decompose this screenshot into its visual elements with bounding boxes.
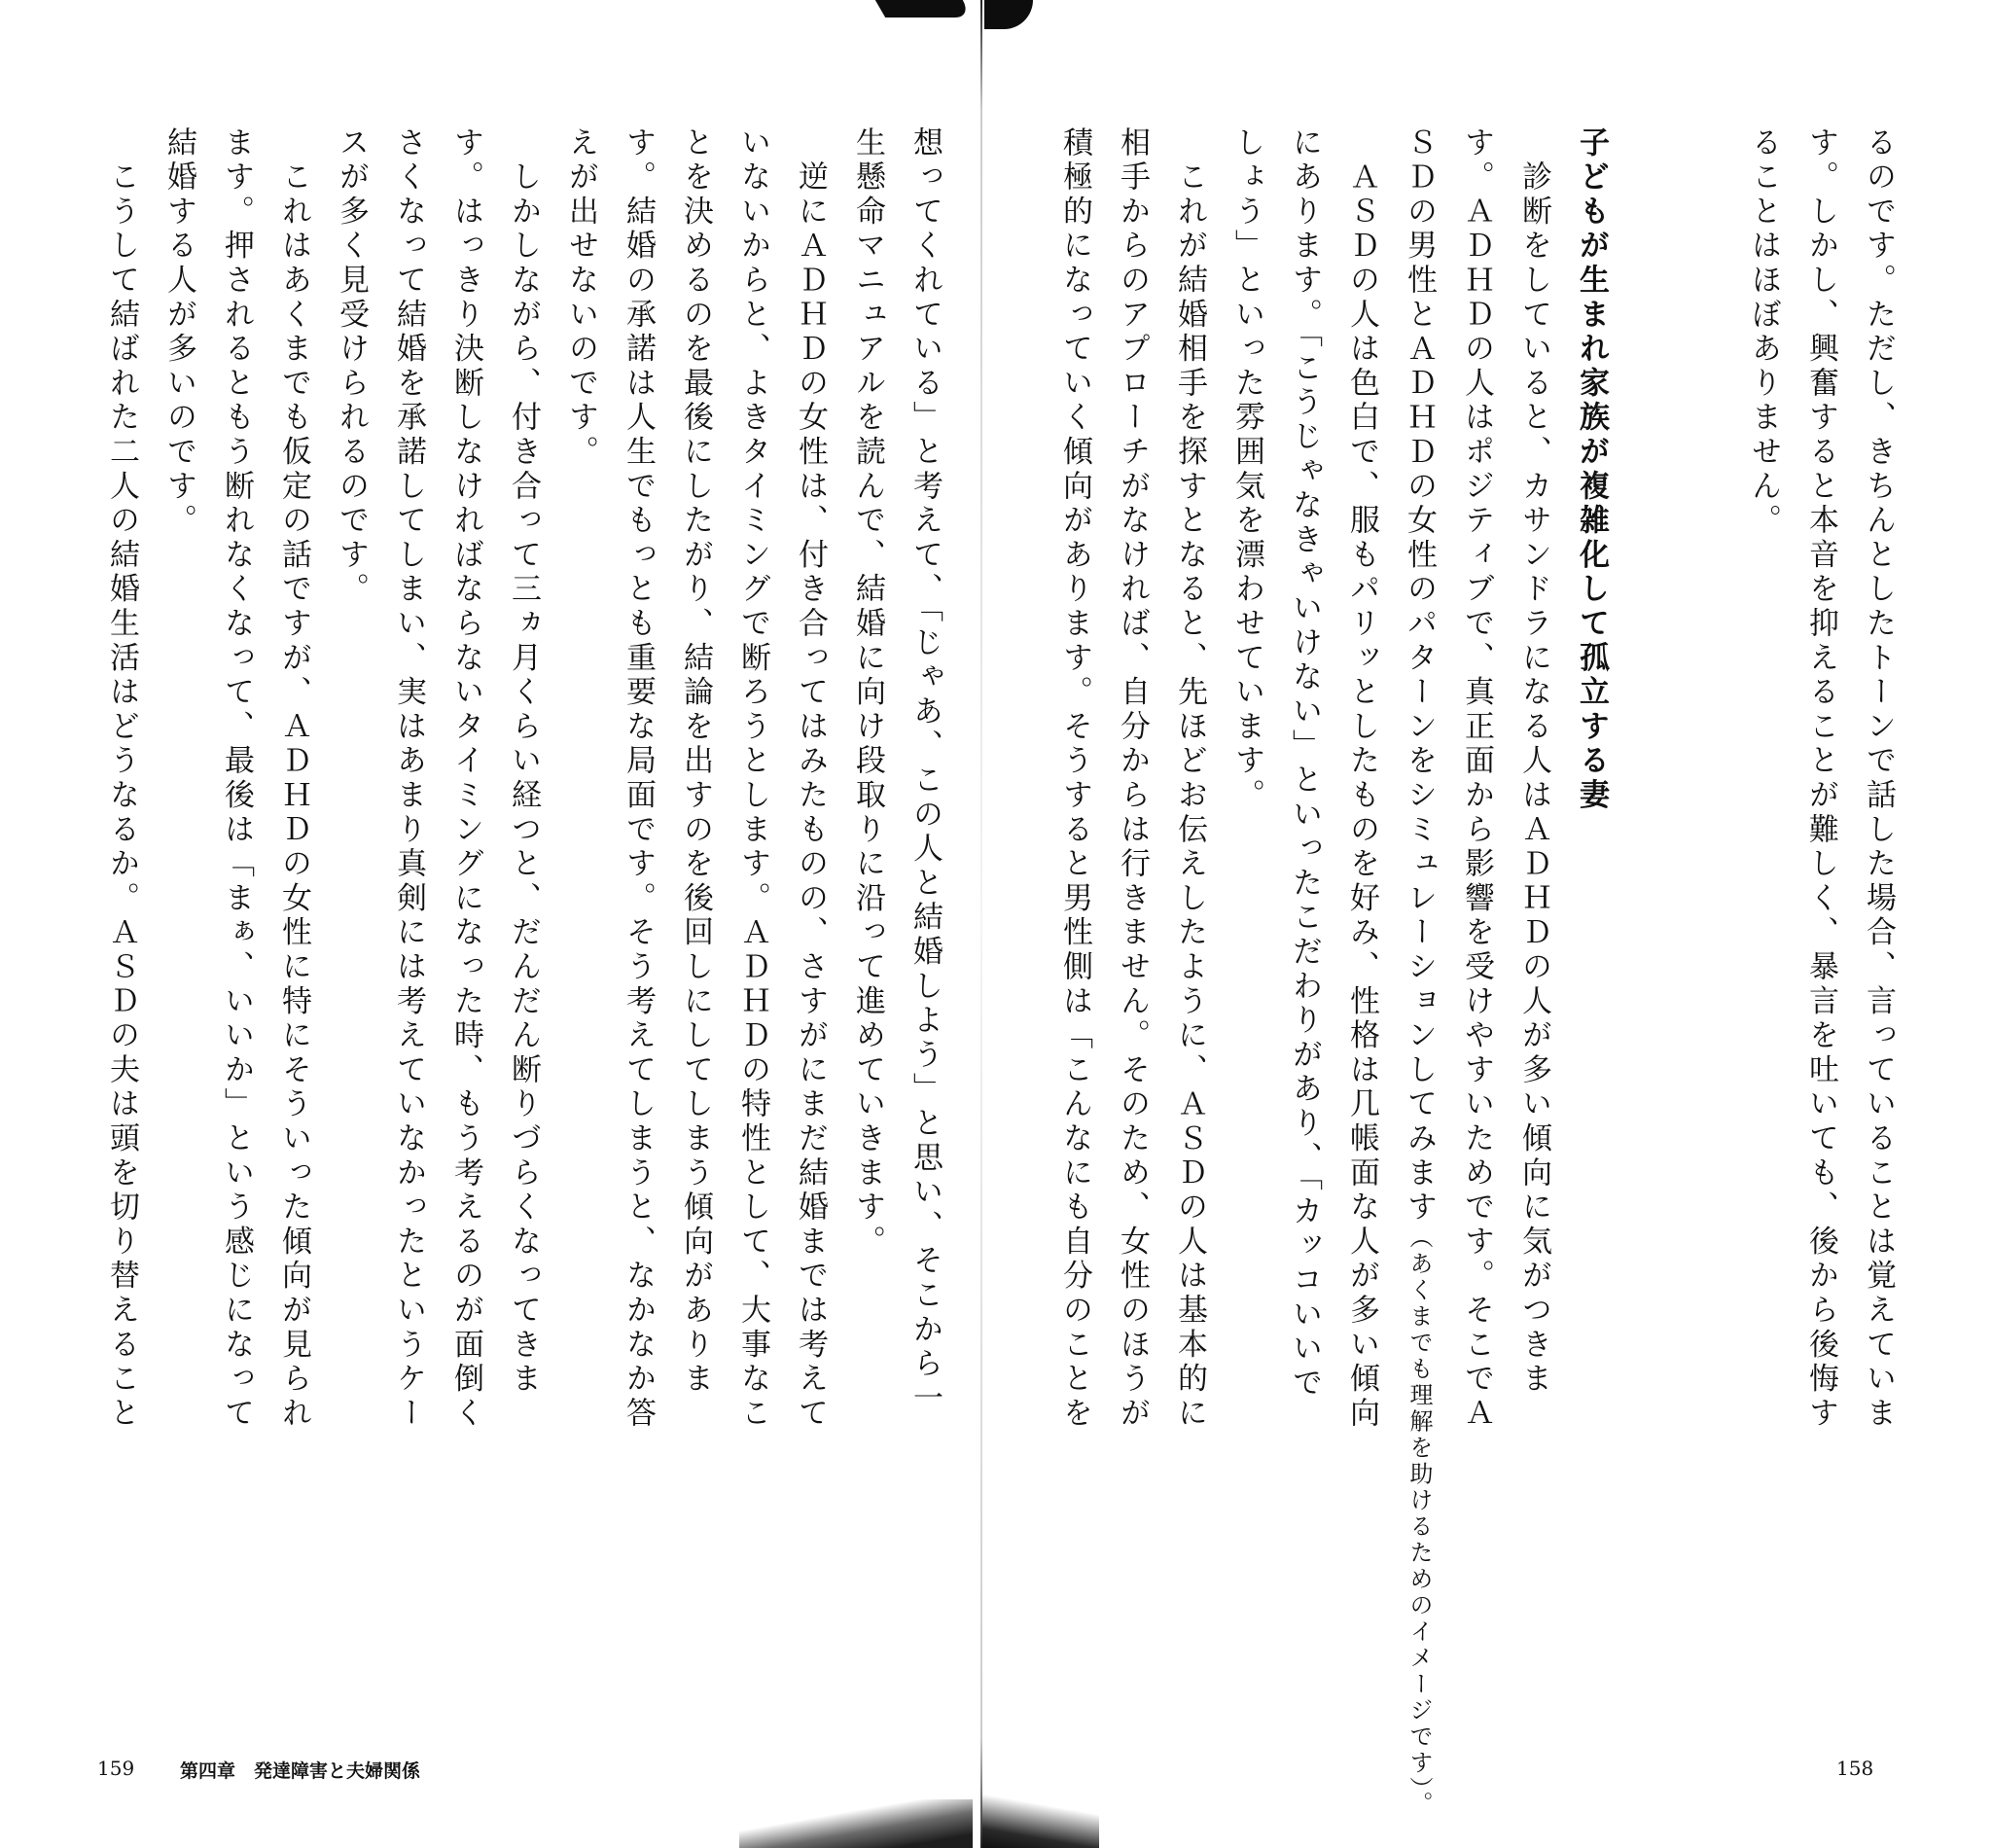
page-number-left: 159 (97, 1757, 135, 1780)
binding-shadow-bottom-right (982, 1770, 1099, 1848)
section-heading: 子どもが生まれ家族が複雑化して孤立する妻 (1574, 126, 1609, 813)
body-line: えが出せないのです。 (563, 126, 598, 470)
body-line: す。結婚の承諾は人生でもっとも重要な局面です。そう考えてしまうと、なかなか答 (621, 126, 656, 1432)
body-line: 生懸命マニュアルを読んで、結婚に向け段取りに沿って進めていきます。 (850, 126, 885, 1260)
binding-shadow-top-left (875, 0, 973, 18)
body-line: こうして結ばれた二人の結婚生活はどうなるか。ＡＳＤの夫は頭を切り替えること (104, 126, 139, 1432)
body-line: とを決めるのを最後にしたがり、結論を出すのを後回しにしてしまう傾向がありま (678, 126, 713, 1398)
body-line: いないからと、よきタイミングで断ろうとします。ＡＤＨＤの特性として、大事なこ (735, 126, 770, 1432)
body-line-note: （あくまでも理解を助けるためのイメージです）。 (1405, 1225, 1433, 1818)
body-line: 相手からのアプローチがなければ、自分からは行きません。そのため、女性のほうが (1115, 126, 1150, 1432)
body-line: しょう」といった雰囲気を漂わせています。 (1229, 126, 1264, 813)
binding-gutter (980, 0, 982, 1848)
body-line: ます。押されるともう断れなくなって、最後は「まぁ、いいか」という感じになって (219, 126, 254, 1432)
body-line: るのです。ただし、きちんとしたトーンで話した場合、言っていることは覚えていま (1861, 126, 1896, 1432)
page-number-right: 158 (1836, 1757, 1874, 1780)
binding-shadow-bottom-left (739, 1799, 973, 1848)
body-line: す。ＡＤＨＤの人はポジティブで、真正面から影響を受けやすいためです。そこでＡ (1459, 126, 1494, 1432)
body-line: ＡＳＤの人は色白で、服もパリッとしたものを好み、性格は几帳面な人が多い傾向 (1344, 126, 1379, 1432)
body-line: 想ってくれている」と考えて、「じゃあ、この人と結婚しよう」と思い、そこから一 (907, 126, 943, 1416)
body-line: これはあくまでも仮定の話ですが、ＡＤＨＤの女性に特にそういった傾向が見られ (276, 126, 311, 1432)
binding-shadow-top-right (984, 0, 1033, 29)
body-line: 診断をしていると、カサンドラになる人はＡＤＨＤの人が多い傾向に気がつきま (1516, 126, 1551, 1398)
body-line: さくなって結婚を承諾してしまい、実はあまり真剣には考えていなかったというケー (391, 126, 426, 1432)
body-line: スが多く見受けられるのです。 (334, 126, 369, 608)
body-line: にあります。「こうじゃなきゃいけない」といったこだわりがあり、「カッコいいで (1287, 126, 1322, 1402)
body-line: 積極的になっていく傾向があります。そうすると男性側は「こんなにも自分のことを (1057, 126, 1092, 1432)
body-line: しかしながら、付き合って三ヵ月くらい経つと、だんだん断りづらくなってきま (506, 126, 541, 1398)
body-line: 結婚する人が多いのです。 (161, 126, 196, 539)
body-line: ることはほぼありません。 (1746, 126, 1781, 539)
left-page-body (104, 126, 953, 1624)
body-line: 逆にＡＤＨＤの女性は、付き合ってはみたものの、さすがにまだ結婚までは考えて (793, 126, 828, 1432)
body-line: す。はっきり決断しなければならないタイミングになった時、もう考えるのが面倒く (448, 126, 483, 1432)
body-line: す。しかし、興奮すると本音を抑えることが難しく、暴言を吐いても、後から後悔す (1803, 126, 1838, 1432)
body-line: ＳＤの男性とＡＤＨＤの女性のパターンをシミュレーションしてみます (1402, 126, 1437, 1226)
running-head: 第四章 発達障害と夫婦関係 (180, 1760, 421, 1782)
body-line: これが結婚相手を探すとなると、先ほどお伝えしたように、ＡＳＤの人は基本的に (1172, 126, 1207, 1432)
